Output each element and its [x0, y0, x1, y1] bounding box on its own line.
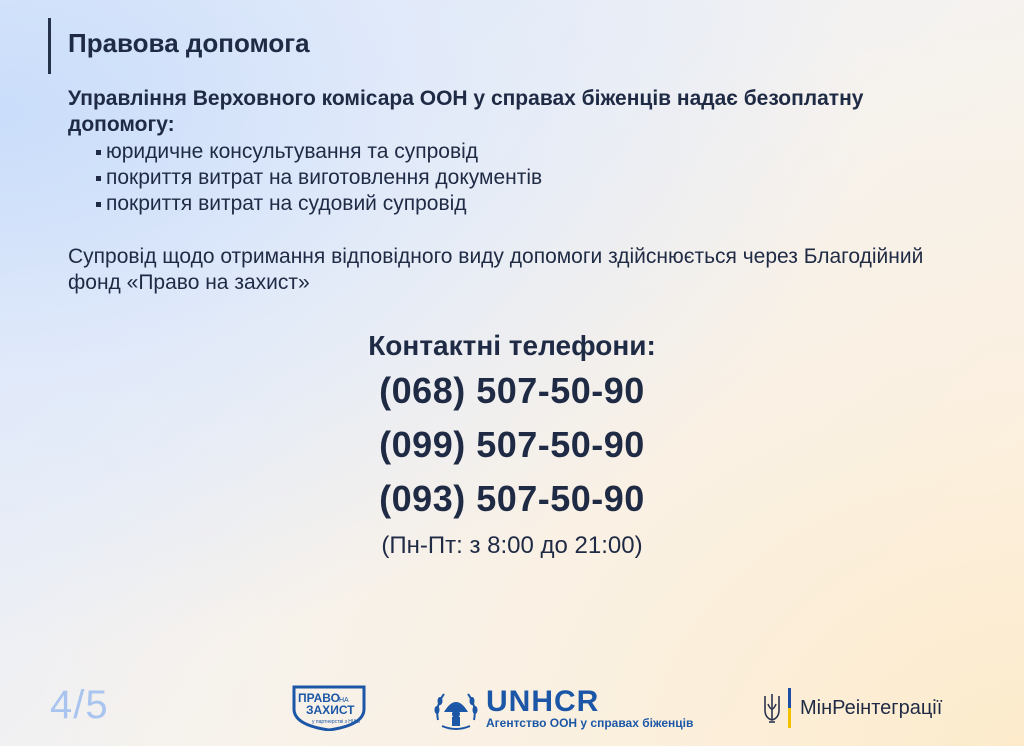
list-item — [96, 191, 542, 217]
pravo-partner: у партнерстві з HIAS — [312, 719, 360, 725]
unhcr-subtitle: Агентство ООН у справах біженців — [486, 716, 694, 730]
contacts-heading: Контактні телефони: — [368, 330, 656, 361]
bullet-icon — [96, 202, 101, 207]
phone-number[interactable]: (099) 507-50-90 — [379, 424, 645, 465]
trident-icon — [762, 692, 782, 724]
pravo-line1: ПРАВО — [298, 691, 340, 705]
contacts-block — [0, 328, 1024, 564]
intro-text: Управління Верховного комісара ООН у справах біженців надає безоплатну допомогу: — [68, 87, 864, 136]
minreintegratsii-logo — [762, 688, 982, 728]
shield-logo-icon — [292, 683, 382, 731]
unhcr-emblem-icon — [432, 686, 480, 732]
escort-text: Супровід щодо отримання відповідного виду допомоги здійснюється через Благодійний фонд «Право на захист» — [68, 245, 924, 294]
services-list — [96, 139, 542, 217]
pravo-line2: ЗАХИСТ — [306, 703, 355, 717]
flag-divider — [788, 688, 791, 728]
list-item — [96, 165, 542, 191]
unhcr-logo — [432, 686, 692, 732]
phone-number[interactable]: (068) 507-50-90 — [379, 370, 645, 411]
phone-number[interactable]: (093) 507-50-90 — [379, 478, 645, 519]
pravo-line1-small: НА — [339, 697, 349, 704]
list-item-label: покриття витрат на виготовлення документів — [106, 166, 543, 189]
list-item-label: юридичне консультування та супровід — [106, 140, 479, 163]
list-item-label: покриття витрат на судовий супровід — [106, 192, 467, 215]
page-number: 4/5 — [50, 683, 109, 727]
working-hours: (Пн-Пт: з 8:00 до 21:00) — [381, 532, 643, 559]
pravo-na-zakhyst-logo — [292, 683, 382, 731]
unhcr-name: UNHCR — [486, 685, 600, 718]
page-title: Правова допомога — [68, 28, 310, 58]
bullet-icon — [96, 150, 101, 155]
bullet-icon — [96, 176, 101, 181]
list-item — [96, 139, 542, 165]
title-accent-bar — [48, 18, 51, 74]
minre-name: МінРеінтеграції — [800, 697, 943, 719]
